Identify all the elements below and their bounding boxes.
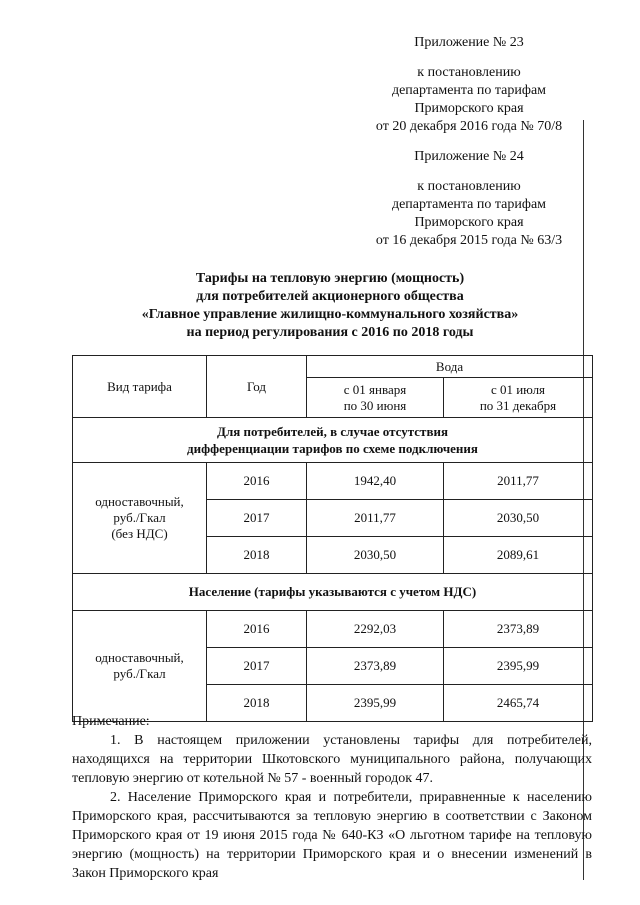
document-title — [60, 270, 600, 342]
appendix-24-block — [354, 148, 584, 250]
year-cell: 2017 — [207, 648, 307, 685]
note-paragraph-2: 2. Население Приморского края и потребители, приравненные к населению Приморского края, рассчитываются за тепловую энергию в соответствии с Законом Приморского края от 19 июня 2015 года № 640-КЗ «О льготном тарифе на тепловую энергию (мощность) на территории Приморского края и о внесении изменений в Закон Приморского края — [72, 790, 592, 881]
value-cell: 2395,99 — [307, 685, 444, 722]
appendix-23-block — [354, 34, 584, 136]
appendix-23-line: к постановлению — [417, 65, 521, 80]
tariff-table — [72, 355, 593, 722]
value-cell: 2011,77 — [307, 500, 444, 537]
appendix-23-line: от 20 декабря 2016 года № 70/8 — [375, 119, 563, 134]
note-heading: Примечание: — [72, 714, 150, 729]
header-year: Год — [207, 356, 307, 418]
title-line: Тарифы на тепловую энергию (мощность) — [195, 271, 465, 286]
year-cell: 2016 — [207, 611, 307, 648]
note-section — [72, 712, 592, 883]
header-water: Вода — [307, 356, 593, 378]
value-cell: 2011,77 — [444, 463, 593, 500]
appendix-24-line: от 16 декабря 2015 года № 63/3 — [375, 233, 563, 248]
value-cell: 2030,50 — [444, 500, 593, 537]
tariff-type-cell-1: одноставочный, руб./Гкал (без НДС) — [73, 463, 207, 574]
value-cell: 2465,74 — [444, 685, 593, 722]
appendix-23-line: департамента по тарифам — [391, 83, 547, 98]
appendix-24-number: Приложение № 24 — [414, 149, 524, 164]
year-cell: 2017 — [207, 500, 307, 537]
value-cell: 1942,40 — [307, 463, 444, 500]
appendix-24-line: Приморского края — [414, 215, 524, 230]
year-cell: 2018 — [207, 537, 307, 574]
value-cell: 2395,99 — [444, 648, 593, 685]
header-tariff-type: Вид тарифа — [73, 356, 207, 418]
year-cell: 2016 — [207, 463, 307, 500]
value-cell: 2089,61 — [444, 537, 593, 574]
title-line: на период регулирования с 2016 по 2018 годы — [186, 325, 474, 340]
year-cell: 2018 — [207, 685, 307, 722]
appendix-23-number: Приложение № 23 — [414, 35, 524, 50]
section-heading-1: Для потребителей, в случае отсутствия дифференциации тарифов по схеме подключения — [73, 418, 593, 463]
note-paragraph-1: 1. В настоящем приложении установлены тарифы для потребителей, находящихся на территории Шкотовского муниципального района, получающих тепловую энергию от котельной № 57 - военный городок 47. — [72, 733, 592, 786]
appendix-23-line: Приморского края — [414, 101, 524, 116]
header-period-2: с 01 июля по 31 декабря — [444, 378, 593, 418]
header-period-1: с 01 января по 30 июня — [307, 378, 444, 418]
title-line: для потребителей акционерного общества — [196, 289, 464, 304]
value-cell: 2292,03 — [307, 611, 444, 648]
value-cell: 2030,50 — [307, 537, 444, 574]
appendix-24-line: департамента по тарифам — [391, 197, 547, 212]
appendix-24-line: к постановлению — [417, 179, 521, 194]
tariff-type-cell-2: одноставочный, руб./Гкал — [73, 611, 207, 722]
value-cell: 2373,89 — [444, 611, 593, 648]
value-cell: 2373,89 — [307, 648, 444, 685]
section-heading-2: Население (тарифы указываются с учетом НДС) — [73, 574, 593, 611]
title-line: «Главное управление жилищно-коммунального хозяйства» — [141, 307, 519, 322]
